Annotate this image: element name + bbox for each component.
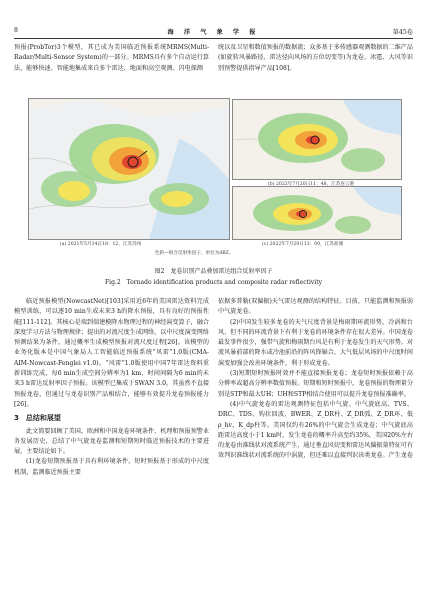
figure-caption-en: Fig.2 Tornado identification products and composite radar reflectivity xyxy=(105,279,322,286)
section-heading: 3 总结和展望 xyxy=(14,414,61,423)
radar-map-a xyxy=(28,98,230,240)
colorbar-note: 色阶—组合反射率因子，单位为dBZ。 xyxy=(155,251,234,256)
header-rule xyxy=(14,38,413,39)
radar-map-c xyxy=(232,186,402,240)
paragraph: 统以及卫星和数值预报的数据流；众多基于多传感器观测数据的二维产品(如旋转风暴路径、雷达径向风场的方位切变等)为龙卷、冰雹、大风等识别预警提供指导产品[108]。 xyxy=(218,44,413,72)
caption-panel-b: (b) 2022年7月20日11：48，江苏连云港 xyxy=(268,182,355,187)
running-header xyxy=(14,27,413,37)
paragraph: 此文简要回顾了美国、欧洲和中国龙卷环境条件、机理和预报预警业务发展历史，总结了中气旋龙卷监测和短期短时临近预报技术的主要进展，主要结论如下。 xyxy=(14,427,209,456)
volume-label: 第45卷 xyxy=(392,29,413,36)
text-bottom-left xyxy=(14,297,209,478)
text-top-left xyxy=(14,43,209,74)
journal-title: 海 洋 气 象 学 报 xyxy=(167,29,260,36)
paragraph: (1)龙卷短期预报基于具有利环境条件，短时预报基于形成的中尺度机制，监测临近预报主要 xyxy=(14,458,209,476)
caption-panel-c: (c) 2022年7月20日13：00，江苏盐城 xyxy=(262,242,344,247)
radar-map-b xyxy=(232,99,402,180)
paragraph: 预报(ProbTor)3个模型，其已成为美国临近预报系统MRMS(Multi-Radar/Multi-Sensor System)的一部分。MRMS具有多个自动运行算法，能够快速、智能地集成来自多个雷达、地面和高空观测、闪电探测 xyxy=(14,44,209,72)
paragraph: (4)中气旋龙卷的雷达观测特征包括中气旋、中气旋底高、TVS、DRC、TDS、钩状回波、BWER、Z_DR柱、Z_DR弧、Z_DR环、低ρ_hv、K_dp柱等。美国仅约有26%的中气旋会生成龙卷；中气旋底高距雷达高度小于1 km时，发生龙卷的概率升高至约35%，美国20%左右的龙卷由准线状对流系统产生，通过垂直风切变和雷达风偏振量特征可有效判识准线状对流系统的中涡旋，但还难以直接判识该类龙卷。产生龙卷 xyxy=(218,400,413,460)
paragraph: 依据多普勒(双偏振)天气雷达观测的结构特征。目前，只能监测和预报弱中气旋龙卷。 xyxy=(218,298,413,316)
paragraph: (3)短期短时预报时效并不能直接预报龙卷；龙卷短时预报依赖于高分辨率或超高分辨率数值预报。短期和短时预报中，龙卷预报的物理量分别是STP和最大UH；UH和STP相结合使用可以提升龙卷预报准确率。 xyxy=(218,370,413,398)
figure-caption-cn: 图2 龙卷识别产品叠加雷达组合反射率因子 xyxy=(154,268,273,275)
paragraph: 临近预报模型(NowcastNet)[103]采用近6年的美国雷达资料完成模型训练，可以逐10 min生成未来3 h的降水预报，具有良好的预报性能[111-112]。其核心是端到端建模降水物理过程的神经演变算子，融合深度学习方法与物理规律；提出的对流尺度生成网络，以中尺度演变网络预测结果为条件，通过概率生成模型预报对流尺度过程[26]。该模型的业务化版本是中国气象局人工智能临近预报系统“风雷”1.0版(CMA-AIM-Nowcast-Fenglei v1.0)。“风雷”1.0版使用中国7年雷达资料重新训练完成，每6 min生成空间分辨率为1 km、时间间隔为6 min的未来3 h雷达反射率因子预报。该模型已集成于SWAN 3.0，其虽然不直接预报龙卷，但通过与龙卷识别产品相结合，能够有效提升龙卷预报能力[26]。 xyxy=(14,298,209,408)
text-top-right xyxy=(218,43,413,74)
caption-panel-a: (a) 2021年5月14日18：12，江苏苏州 xyxy=(60,242,142,247)
text-bottom-right xyxy=(218,297,413,462)
page-number: 8 xyxy=(14,27,18,34)
paragraph: (2)中国发生较多龙卷的天气尺度背景是梅雨期环流形势、冷涡和台风，但不同的环流背景下有利于龙卷的环境条件存在很大差异。中国龙卷最发事件很少，强带气旋和梅雨期台风是有利于龙卷发生的天气形势。对流风暴前部的降水或冷池前沿的阵风锋辐合、大气低层风场的中尺度时间演变加强会改善环境条件，利于形成龙卷。 xyxy=(218,318,413,367)
